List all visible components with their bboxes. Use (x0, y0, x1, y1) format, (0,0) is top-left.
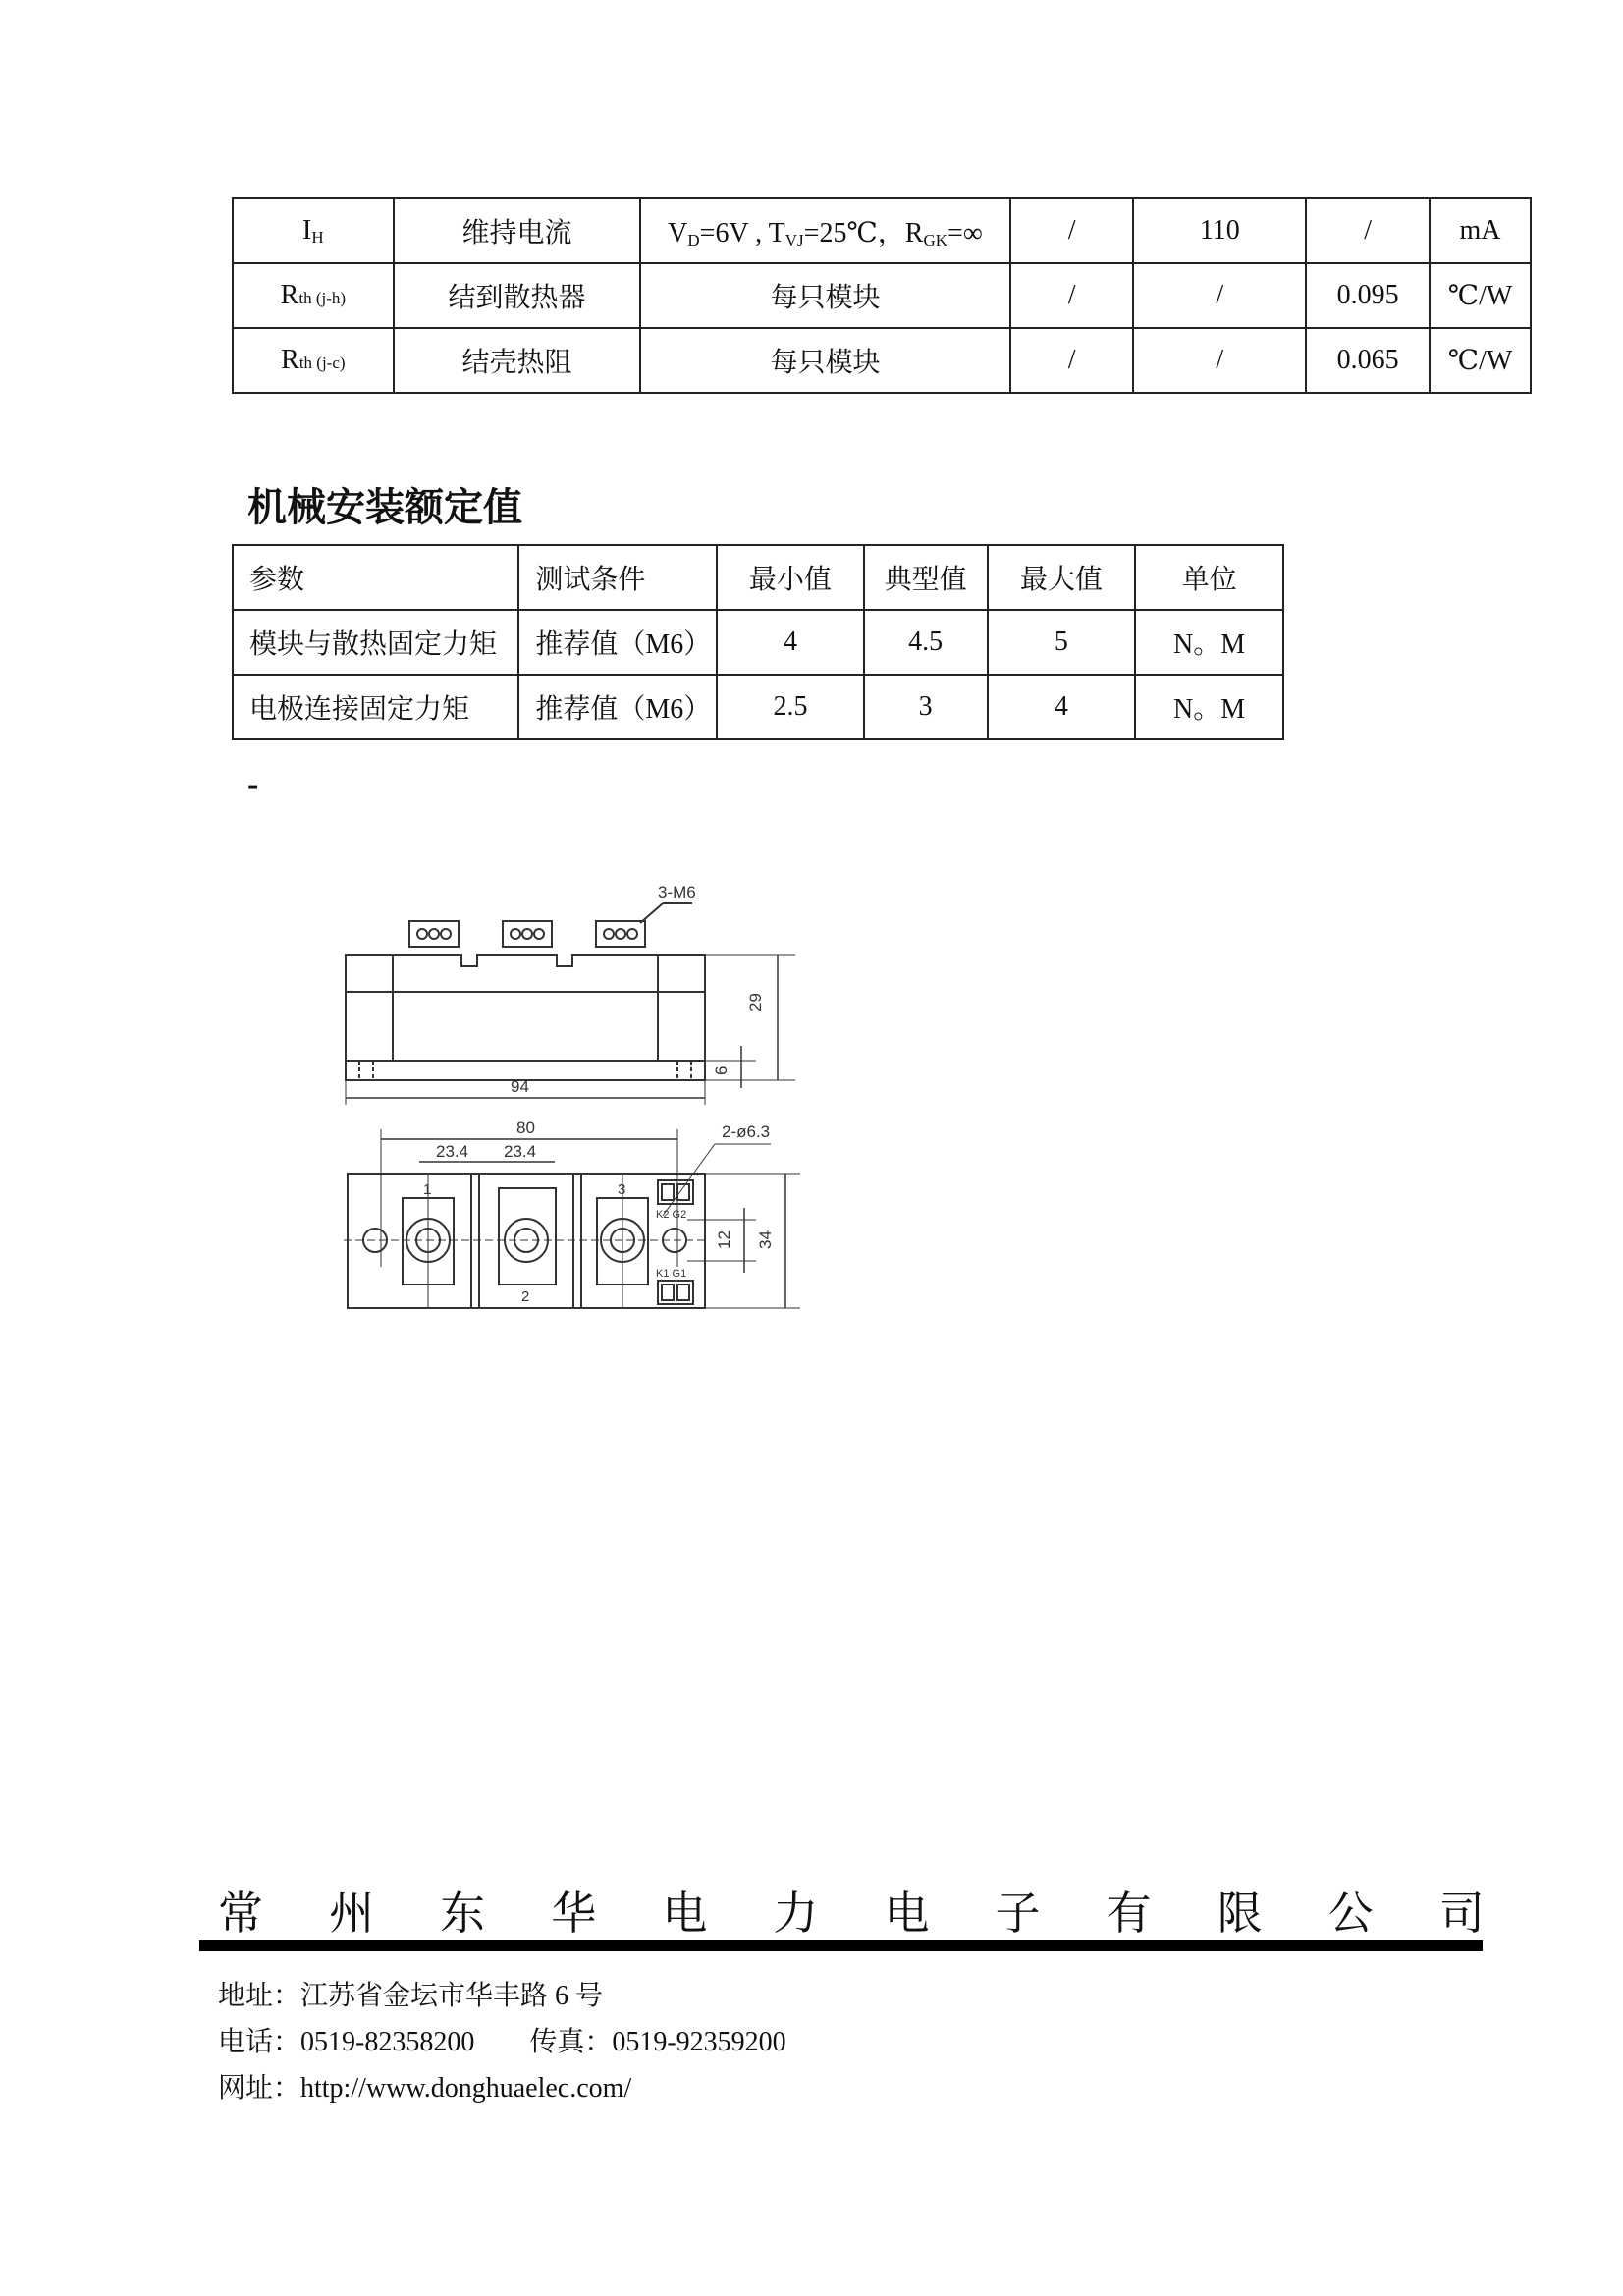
max-cell: / (1306, 198, 1430, 263)
pin-block-top (656, 1180, 693, 1221)
company-char: 东 (440, 1886, 486, 1940)
typ-cell: 110 (1133, 198, 1306, 263)
address-line: 地址：江苏省金坛市华丰路 6 号 (218, 1981, 604, 2011)
name-cell: 结壳热阻 (394, 328, 641, 393)
param-cell: 电极连接固定力矩 (233, 675, 518, 739)
condition-cell: 每只模块 (640, 263, 1009, 328)
table-row (233, 328, 1531, 393)
min-cell: / (1010, 198, 1134, 263)
unit-cell: N。M (1135, 675, 1283, 739)
name-cell: 维持电流 (394, 198, 641, 263)
header-cell: 参数 (233, 545, 518, 610)
pin-block-bottom (656, 1268, 693, 1304)
pin-label-bottom: K1 G1 (656, 1268, 687, 1280)
pitch-dim-1: 23.4 (436, 1142, 469, 1161)
table-row (233, 610, 1283, 675)
table-row (233, 198, 1531, 263)
min-cell: / (1010, 263, 1134, 328)
max-cell: 5 (988, 610, 1136, 675)
terminal-3-label: 3 (618, 1181, 626, 1198)
company-char: 电 (662, 1886, 708, 1940)
typ-cell: 4.5 (864, 610, 988, 675)
terminal-2 (499, 1188, 556, 1285)
hole-label: 2-ø6.3 (722, 1122, 771, 1141)
terminal-2-label: 2 (521, 1288, 530, 1305)
screw-terminal (503, 921, 552, 947)
max-cell: 0.095 (1306, 263, 1430, 328)
symbol-cell: $I_H$ (233, 198, 394, 263)
company-char: 子 (995, 1886, 1041, 1940)
company-char: 力 (773, 1886, 819, 1940)
side-view (346, 883, 795, 1105)
company-char: 限 (1217, 1886, 1263, 1940)
mechanical-table (232, 544, 1284, 740)
unit-cell: N。M (1135, 610, 1283, 675)
top-height-dim: 34 (756, 1230, 775, 1249)
unit-cell: ℃/W (1430, 328, 1531, 393)
unit-cell: mA (1430, 198, 1531, 263)
company-char: 公 (1327, 1886, 1374, 1940)
pitch-dim-2: 23.4 (504, 1142, 537, 1161)
param-cell: 模块与散热固定力矩 (233, 610, 518, 675)
header-cell: 最小值 (717, 545, 864, 610)
screw-label: 3-M6 (658, 883, 696, 902)
outline-drawing (324, 864, 835, 1394)
terminal-1-label: 1 (423, 1181, 432, 1198)
header-cell: 单位 (1135, 545, 1283, 610)
symbol-cell: Rth (j-h) (233, 263, 394, 328)
unit-cell: ℃/W (1430, 263, 1531, 328)
screw-terminal (409, 921, 459, 947)
company-char: 常 (218, 1886, 263, 1940)
typ-cell: / (1133, 263, 1306, 328)
top-view (344, 1119, 800, 1308)
company-char: 有 (1106, 1886, 1152, 1940)
height-dim: 29 (746, 993, 765, 1011)
condition-cell: 推荐值（M6） (518, 675, 717, 739)
width-dim: 94 (511, 1077, 529, 1096)
min-cell: / (1010, 328, 1134, 393)
condition-cell: $V_D=6V$ , $T_{VJ}=25℃$，$R_{GK}=\infty$ (640, 198, 1009, 263)
symbol-cell: Rth (j-c) (233, 328, 394, 393)
max-cell: 0.065 (1306, 328, 1430, 393)
table-header-row (233, 545, 1283, 610)
max-cell: 4 (988, 675, 1136, 739)
table-row (233, 263, 1531, 328)
typ-cell: 3 (864, 675, 988, 739)
screw-terminal (596, 921, 645, 947)
phone-line: 电话：0519-82358200 传真：0519-92359200 (218, 2027, 786, 2057)
condition-cell: 每只模块 (640, 328, 1009, 393)
base-dim: 6 (712, 1066, 730, 1075)
condition-cell: 推荐值（M6） (518, 610, 717, 675)
company-char: 华 (551, 1886, 597, 1940)
table-row (233, 675, 1283, 739)
min-cell: 2.5 (717, 675, 864, 739)
electrical-table (232, 197, 1532, 394)
company-name (218, 1878, 1485, 1942)
name-cell: 结到散热器 (394, 263, 641, 328)
footer-rule (199, 1940, 1483, 1951)
stray-dash: - (247, 766, 259, 802)
company-char: 州 (329, 1886, 375, 1940)
overall-dim: 80 (516, 1119, 535, 1137)
company-char: 电 (884, 1886, 930, 1940)
min-cell: 4 (717, 610, 864, 675)
pin-label-top: K2 G2 (656, 1209, 687, 1221)
company-char: 司 (1438, 1886, 1485, 1940)
typ-cell: / (1133, 328, 1306, 393)
header-cell: 测试条件 (518, 545, 717, 610)
website-line: 网址：http://www.donghuaelec.com/ (218, 2073, 632, 2104)
hole-spacing-dim: 12 (715, 1230, 733, 1249)
section-title: 机械安装额定值 (247, 485, 522, 530)
header-cell: 典型值 (864, 545, 988, 610)
header-cell: 最大值 (988, 545, 1136, 610)
